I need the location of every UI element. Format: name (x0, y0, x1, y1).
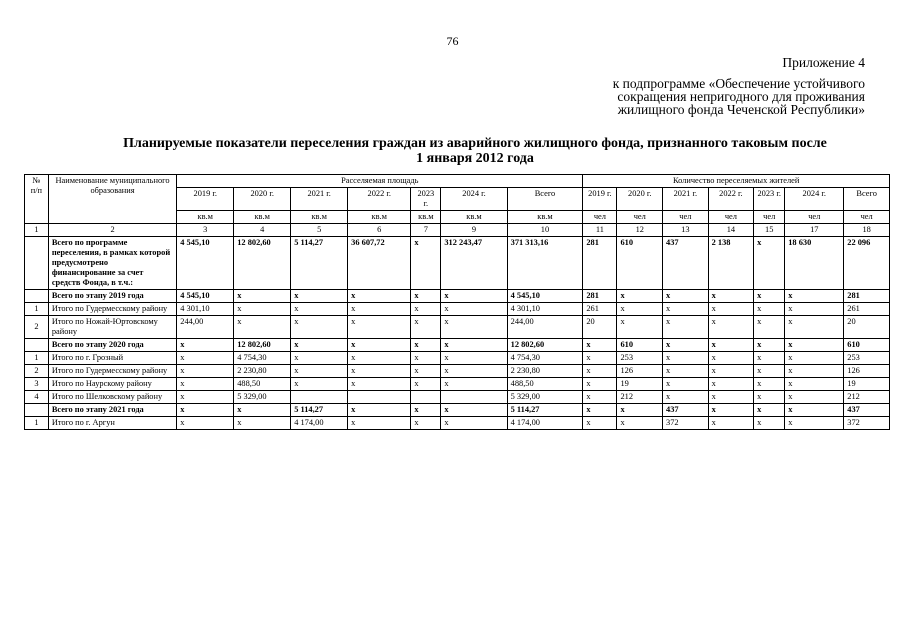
header-area-year: Всего (507, 188, 583, 211)
area-value-cell: 4 545,10 (177, 237, 234, 290)
header-people-unit: чел (844, 211, 890, 224)
header-people-year: 2024 г. (785, 188, 844, 211)
row-number (25, 339, 49, 352)
area-value-cell: x (177, 339, 234, 352)
people-value-cell: x (754, 404, 785, 417)
row-municipality-name: Всего по этапу 2021 года (48, 404, 176, 417)
people-value-cell: x (754, 339, 785, 352)
area-value-cell: x (441, 365, 507, 378)
header-area-group: Расселяемая площадь (177, 175, 583, 188)
table-row (25, 316, 890, 339)
area-value-cell: x (441, 352, 507, 365)
people-value-cell: x (617, 404, 663, 417)
area-value-cell: x (348, 290, 411, 303)
area-value-cell: 4 754,30 (234, 352, 291, 365)
area-value-cell: x (441, 417, 507, 430)
area-value-cell: 244,00 (177, 316, 234, 339)
people-value-cell: x (785, 339, 844, 352)
row-municipality-name: Итого по г. Грозный (48, 352, 176, 365)
area-value-cell: x (441, 378, 507, 391)
people-value-cell: 372 (663, 417, 709, 430)
people-value-cell: x (785, 290, 844, 303)
row-number (25, 404, 49, 417)
people-value-cell: x (583, 352, 617, 365)
table-subtotal-row (25, 290, 890, 303)
people-value-cell: x (708, 365, 754, 378)
area-value-cell: 12 802,60 (234, 339, 291, 352)
people-value-cell: x (583, 339, 617, 352)
area-value-cell: x (291, 365, 348, 378)
people-value-cell: x (708, 391, 754, 404)
appendix-line: сокращения непригодного для проживания (617, 89, 865, 104)
table-row (25, 391, 890, 404)
area-value-cell: x (411, 365, 441, 378)
row-number: 2 (25, 365, 49, 378)
header-column-number: 13 (663, 224, 709, 237)
area-value-cell: x (348, 316, 411, 339)
header-people-unit: чел (617, 211, 663, 224)
people-value-cell: x (617, 316, 663, 339)
table-subtotal-row (25, 339, 890, 352)
people-value-cell: 281 (583, 290, 617, 303)
people-value-cell: 2 138 (708, 237, 754, 290)
people-value-cell: x (708, 404, 754, 417)
area-value-cell: 2 230,80 (507, 365, 583, 378)
area-value-cell: x (411, 237, 441, 290)
header-num: № п/п (25, 175, 49, 224)
people-value-cell: x (663, 365, 709, 378)
people-value-cell: 22 096 (844, 237, 890, 290)
people-value-cell: x (663, 378, 709, 391)
row-municipality-name: Итого по г. Аргун (48, 417, 176, 430)
people-value-cell: x (754, 290, 785, 303)
header-people-year: 2023 г. (754, 188, 785, 211)
table-row (25, 365, 890, 378)
people-value-cell: x (754, 352, 785, 365)
area-value-cell: x (411, 290, 441, 303)
header-column-number: 3 (177, 224, 234, 237)
area-value-cell: 4 174,00 (507, 417, 583, 430)
people-value-cell: x (785, 352, 844, 365)
table-row (25, 417, 890, 430)
area-value-cell: 5 114,27 (291, 404, 348, 417)
header-people-unit: чел (708, 211, 754, 224)
area-value-cell: x (441, 404, 507, 417)
area-value-cell: 5 329,00 (234, 391, 291, 404)
area-value-cell: x (177, 378, 234, 391)
people-value-cell: x (708, 290, 754, 303)
area-value-cell: x (234, 316, 291, 339)
people-value-cell: x (785, 365, 844, 378)
people-value-cell: x (583, 391, 617, 404)
header-column-number: 7 (411, 224, 441, 237)
people-value-cell: x (785, 391, 844, 404)
table-row (25, 378, 890, 391)
people-value-cell: 610 (617, 339, 663, 352)
area-value-cell: x (177, 391, 234, 404)
area-value-cell: 4 301,10 (507, 303, 583, 316)
header-people-year: Всего (844, 188, 890, 211)
people-value-cell: x (785, 417, 844, 430)
area-value-cell: x (291, 290, 348, 303)
area-value-cell: x (348, 303, 411, 316)
appendix-line: жилищного фонда Чеченской Республики» (617, 102, 865, 117)
people-value-cell: x (663, 391, 709, 404)
area-value-cell: x (291, 339, 348, 352)
people-value-cell: 437 (663, 237, 709, 290)
people-value-cell: 610 (617, 237, 663, 290)
area-value-cell: x (411, 417, 441, 430)
row-number (25, 237, 49, 290)
people-value-cell: x (708, 352, 754, 365)
row-number: 2 (25, 316, 49, 339)
header-area-year: 2019 г. (177, 188, 234, 211)
area-value-cell: 371 313,16 (507, 237, 583, 290)
area-value-cell: x (177, 365, 234, 378)
area-value-cell: x (234, 417, 291, 430)
people-value-cell: x (708, 339, 754, 352)
header-area-year: 2021 г. (291, 188, 348, 211)
area-value-cell: x (348, 365, 411, 378)
people-value-cell: x (708, 316, 754, 339)
header-column-number: 12 (617, 224, 663, 237)
area-value-cell: x (348, 417, 411, 430)
header-column-number: 14 (708, 224, 754, 237)
header-area-unit: кв.м (507, 211, 583, 224)
table-row (25, 352, 890, 365)
row-municipality-name: Всего по программе переселения, в рамках которой предусмотрено финансирование за счет средств Фонда, в т.ч.: (48, 237, 176, 290)
people-value-cell: x (754, 303, 785, 316)
row-municipality-name: Итого по Ножай-Юртовскому району (48, 316, 176, 339)
people-value-cell: x (754, 237, 785, 290)
area-value-cell: x (234, 290, 291, 303)
area-value-cell (441, 391, 507, 404)
table-row (25, 303, 890, 316)
header-column-number: 18 (844, 224, 890, 237)
header-name: Наименование муниципального образования (48, 175, 176, 224)
heading-line: 1 января 2012 года (416, 151, 534, 166)
area-value-cell (411, 391, 441, 404)
heading-line: Планируемые показатели переселения граждан из аварийного жилищного фонда, признанного таковым после (123, 136, 827, 151)
header-area-year: 2024 г. (441, 188, 507, 211)
people-value-cell: x (708, 303, 754, 316)
area-value-cell: 2 230,80 (234, 365, 291, 378)
area-value-cell: 4 301,10 (177, 303, 234, 316)
people-value-cell: x (617, 303, 663, 316)
header-row-column-numbers (25, 224, 890, 237)
header-column-number: 1 (25, 224, 49, 237)
people-value-cell: 19 (844, 378, 890, 391)
area-value-cell: x (411, 303, 441, 316)
area-value-cell: x (411, 404, 441, 417)
header-column-number: 5 (291, 224, 348, 237)
header-column-number: 10 (507, 224, 583, 237)
people-value-cell: 18 630 (785, 237, 844, 290)
header-area-unit: кв.м (411, 211, 441, 224)
area-value-cell: x (411, 378, 441, 391)
area-value-cell (348, 391, 411, 404)
row-municipality-name: Всего по этапу 2019 года (48, 290, 176, 303)
area-value-cell: x (411, 339, 441, 352)
area-value-cell: x (177, 417, 234, 430)
area-value-cell: x (441, 316, 507, 339)
page-number: 76 (446, 34, 459, 48)
header-column-number: 15 (754, 224, 785, 237)
area-value-cell: x (441, 339, 507, 352)
area-value-cell: 244,00 (507, 316, 583, 339)
header-area-unit: кв.м (441, 211, 507, 224)
area-value-cell: 4 545,10 (177, 290, 234, 303)
people-value-cell: 126 (617, 365, 663, 378)
area-value-cell: x (348, 339, 411, 352)
area-value-cell: x (348, 404, 411, 417)
people-value-cell: 281 (844, 290, 890, 303)
area-value-cell: 36 607,72 (348, 237, 411, 290)
area-value-cell: 5 114,27 (291, 237, 348, 290)
people-value-cell: x (617, 290, 663, 303)
people-value-cell: 212 (617, 391, 663, 404)
people-value-cell: 20 (583, 316, 617, 339)
header-column-number: 2 (48, 224, 176, 237)
appendix-block (613, 56, 865, 116)
area-value-cell: 488,50 (507, 378, 583, 391)
header-people-year: 2020 г. (617, 188, 663, 211)
people-value-cell: 281 (583, 237, 617, 290)
people-value-cell: x (754, 316, 785, 339)
row-municipality-name: Итого по Гудермесскому району (48, 365, 176, 378)
area-value-cell (291, 391, 348, 404)
area-value-cell: x (234, 404, 291, 417)
row-number: 1 (25, 417, 49, 430)
people-value-cell: x (785, 378, 844, 391)
header-area-unit: кв.м (291, 211, 348, 224)
area-value-cell: x (177, 404, 234, 417)
people-value-cell: x (583, 417, 617, 430)
appendix-line: к подпрограмме «Обеспечение устойчивого (612, 76, 865, 91)
area-value-cell: x (411, 316, 441, 339)
people-value-cell: 372 (844, 417, 890, 430)
header-area-unit: кв.м (348, 211, 411, 224)
row-municipality-name: Итого по Шелковскому району (48, 391, 176, 404)
header-people-unit: чел (663, 211, 709, 224)
people-value-cell: 437 (663, 404, 709, 417)
people-value-cell: 437 (844, 404, 890, 417)
area-value-cell: 4 754,30 (507, 352, 583, 365)
header-area-year: 2020 г. (234, 188, 291, 211)
row-municipality-name: Всего по этапу 2020 года (48, 339, 176, 352)
area-value-cell: x (234, 303, 291, 316)
people-value-cell: x (754, 417, 785, 430)
area-value-cell: 5 114,27 (507, 404, 583, 417)
header-area-unit: кв.м (177, 211, 234, 224)
people-value-cell: x (583, 365, 617, 378)
header-people-year: 2022 г. (708, 188, 754, 211)
area-value-cell: x (441, 303, 507, 316)
area-value-cell: x (441, 290, 507, 303)
area-value-cell: x (348, 378, 411, 391)
area-value-cell: x (291, 303, 348, 316)
people-value-cell: x (708, 417, 754, 430)
row-number: 3 (25, 378, 49, 391)
area-value-cell: x (177, 352, 234, 365)
header-column-number: 11 (583, 224, 617, 237)
people-value-cell: x (583, 378, 617, 391)
people-value-cell: 261 (844, 303, 890, 316)
people-value-cell: 19 (617, 378, 663, 391)
area-value-cell: 12 802,60 (507, 339, 583, 352)
row-number: 1 (25, 303, 49, 316)
area-value-cell: 4 174,00 (291, 417, 348, 430)
header-column-number: 6 (348, 224, 411, 237)
people-value-cell: 261 (583, 303, 617, 316)
row-municipality-name: Итого по Наурскому району (48, 378, 176, 391)
header-people-year: 2019 г. (583, 188, 617, 211)
header-column-number: 17 (785, 224, 844, 237)
header-area-year: 2023 г. (411, 188, 441, 211)
people-value-cell: x (617, 417, 663, 430)
area-value-cell: 312 243,47 (441, 237, 507, 290)
people-value-cell: x (785, 316, 844, 339)
header-column-number: 4 (234, 224, 291, 237)
people-value-cell: 212 (844, 391, 890, 404)
header-area-year: 2022 г. (348, 188, 411, 211)
header-people-group: Количество переселяемых жителей (583, 175, 890, 188)
document-heading (40, 136, 905, 166)
people-value-cell: 610 (844, 339, 890, 352)
header-row-groups (25, 175, 890, 188)
people-value-cell: x (785, 404, 844, 417)
area-value-cell: x (291, 316, 348, 339)
people-value-cell: x (754, 365, 785, 378)
people-value-cell: x (663, 352, 709, 365)
table-subtotal-row (25, 404, 890, 417)
people-value-cell: x (663, 316, 709, 339)
resettlement-table (24, 174, 890, 430)
people-value-cell: 20 (844, 316, 890, 339)
header-people-unit: чел (754, 211, 785, 224)
header-people-unit: чел (583, 211, 617, 224)
area-value-cell: 488,50 (234, 378, 291, 391)
area-value-cell: x (291, 352, 348, 365)
row-number: 1 (25, 352, 49, 365)
header-area-unit: кв.м (234, 211, 291, 224)
table-subtotal-row (25, 237, 890, 290)
people-value-cell: x (663, 290, 709, 303)
people-value-cell: x (785, 303, 844, 316)
people-value-cell: x (663, 339, 709, 352)
appendix-title: Приложение 4 (782, 55, 865, 70)
row-municipality-name: Итого по Гудермесскому району (48, 303, 176, 316)
area-value-cell: x (291, 378, 348, 391)
people-value-cell: x (754, 378, 785, 391)
area-value-cell: 4 545,10 (507, 290, 583, 303)
area-value-cell: 5 329,00 (507, 391, 583, 404)
area-value-cell: x (411, 352, 441, 365)
header-people-unit: чел (785, 211, 844, 224)
people-value-cell: x (708, 378, 754, 391)
people-value-cell: 253 (617, 352, 663, 365)
row-number (25, 290, 49, 303)
people-value-cell: x (754, 391, 785, 404)
people-value-cell: x (663, 303, 709, 316)
people-value-cell: 253 (844, 352, 890, 365)
people-value-cell: x (583, 404, 617, 417)
area-value-cell: x (348, 352, 411, 365)
row-number: 4 (25, 391, 49, 404)
people-value-cell: 126 (844, 365, 890, 378)
header-people-year: 2021 г. (663, 188, 709, 211)
header-column-number: 9 (441, 224, 507, 237)
area-value-cell: 12 802,60 (234, 237, 291, 290)
